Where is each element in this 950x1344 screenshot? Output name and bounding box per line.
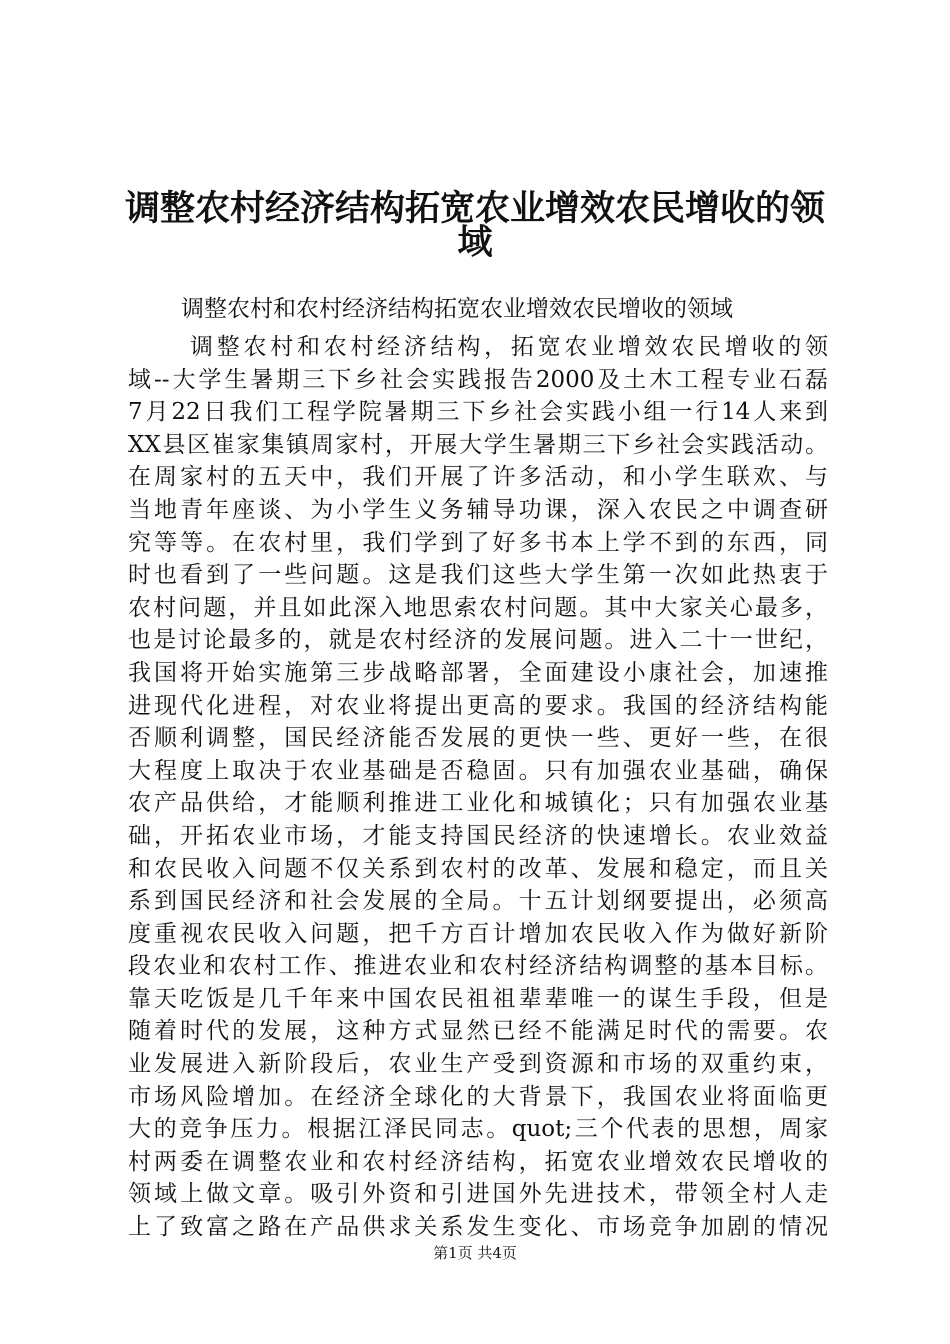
document-subtitle: 调整农村和农村经济结构拓宽农业增效农民增收的领域 bbox=[181, 296, 733, 322]
body-text-line: 段农业和农村工作、推进农业和农村经济结构调整的基本目标。 bbox=[128, 953, 828, 980]
body-text-line: 随着时代的发展，这种方式显然已经不能满足时代的需要。农 bbox=[128, 1018, 828, 1045]
body-text-line: 大程度上取决于农业基础是否稳固。只有加强农业基础，确保 bbox=[128, 757, 828, 784]
document-title-line-2: 域 bbox=[457, 223, 493, 263]
body-text-line: 大的竞争压力。根据江泽民同志。quot;三个代表的思想，周家 bbox=[128, 1116, 828, 1143]
body-text-line: 上了致富之路在产品供求关系发生变化、市场竞争加剧的情况 bbox=[128, 1214, 828, 1241]
body-text-line: 究等等。在农村里，我们学到了好多书本上学不到的东西，同 bbox=[128, 529, 828, 556]
body-text-line: XX县区崔家集镇周家村，开展大学生暑期三下乡社会实践活动。 bbox=[128, 431, 828, 458]
document-body bbox=[128, 331, 828, 1244]
body-text-line: 时也看到了一些问题。这是我们这些大学生第一次如此热衷于 bbox=[128, 562, 828, 589]
body-text-line: 度重视农民收入问题，把千方百计增加农民收入作为做好新阶 bbox=[128, 920, 828, 947]
body-text-line: 否顺利调整，国民经济能否发展的更快一些、更好一些，在很 bbox=[128, 725, 828, 752]
body-text-line: 农村问题，并且如此深入地思索农村问题。其中大家关心最多， bbox=[128, 594, 828, 621]
body-text-line: 系到国民经济和社会发展的全局。十五计划纲要提出，必须高 bbox=[128, 888, 828, 915]
body-text-line: 领域上做文章。吸引外资和引进国外先进技术，带领全村人走 bbox=[128, 1181, 828, 1208]
body-text-line: 域--大学生暑期三下乡社会实践报告2000及土木工程专业石磊 bbox=[128, 366, 828, 393]
body-text-line: 当地青年座谈、为小学生义务辅导功课，深入农民之中调查研 bbox=[128, 496, 828, 523]
body-text-line: 和农民收入问题不仅关系到农村的改革、发展和稳定，而且关 bbox=[128, 855, 828, 882]
body-text-line: 也是讨论最多的，就是农村经济的发展问题。进入二十一世纪， bbox=[128, 627, 828, 654]
body-text-line: 在周家村的五天中，我们开展了许多活动，和小学生联欢、与 bbox=[128, 464, 828, 491]
body-text-line: 7月22日我们工程学院暑期三下乡社会实践小组一行14人来到 bbox=[128, 399, 828, 426]
body-text-line: 业发展进入新阶段后，农业生产受到资源和市场的双重约束， bbox=[128, 1051, 828, 1078]
document-title-line-1: 调整农村经济结构拓宽农业增效农民增收的领 bbox=[124, 189, 825, 229]
page-footer: 第1页 共4页 bbox=[433, 1244, 517, 1262]
body-text-line: 调整农村和农村经济结构，拓宽农业增效农民增收的领 bbox=[190, 334, 828, 360]
body-text-line: 市场风险增加。在经济全球化的大背景下，我国农业将面临更 bbox=[128, 1083, 828, 1110]
body-text-line: 村两委在调整农业和农村经济结构，拓宽农业增效农民增收的 bbox=[128, 1148, 828, 1175]
body-text-line: 农产品供给，才能顺利推进工业化和城镇化；只有加强农业基 bbox=[128, 790, 828, 817]
body-text-line: 我国将开始实施第三步战略部署，全面建设小康社会，加速推 bbox=[128, 659, 828, 686]
body-text-line: 础，开拓农业市场，才能支持国民经济的快速增长。农业效益 bbox=[128, 822, 828, 849]
body-text-line: 靠天吃饭是几千年来中国农民祖祖辈辈唯一的谋生手段，但是 bbox=[128, 985, 828, 1012]
body-text-line: 进现代化进程，对农业将提出更高的要求。我国的经济结构能 bbox=[128, 692, 828, 719]
